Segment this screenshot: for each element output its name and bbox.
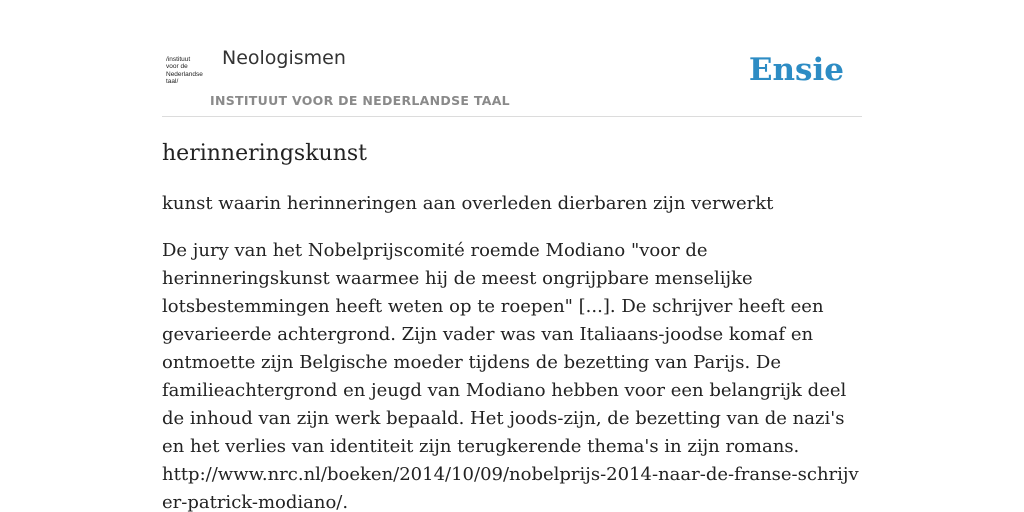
header — [162, 0, 862, 117]
publication-title[interactable]: Neologismen — [222, 47, 346, 69]
example-text: De jury van het Nobelprijscomité roemde Modiano "voor de herinneringskunst waarmee hij de meest ongrijpbare menselijke lotsbestemmingen heeft weten op te roepen" [...]. De schrijver heeft een gevarieerde achtergrond. Zijn vader was van Italiaans-joodse komaf en ontmoette zijn Belgische moeder tijdens de bezetting van Parijs. De familieachtergrond en jeugd van Modiano hebben voor een belangrijk deel de inhoud van zijn werk bepaald. Het joods-zijn, de bezetting van de nazi's en het verlies van identiteit zijn terugkerende thema's in zijn romans. — [162, 240, 847, 457]
entry — [162, 138, 862, 512]
entry-term: herinneringskunst — [162, 141, 367, 166]
source-link[interactable]: http://www.nrc.nl/boeken/2014/10/09/nobelprijs-2014-naar-de-franse-schrijver-patrick-modiano/. — [162, 464, 859, 512]
publisher-name: INSTITUUT VOOR DE NEDERLANDSE TAAL — [210, 93, 510, 108]
ivdnt-logo[interactable]: /instituut voor de Nederlandse taal/ — [166, 56, 203, 86]
entry-example — [162, 237, 862, 512]
ensie-logo[interactable]: Ensie — [748, 52, 844, 88]
entry-definition: kunst waarin herinneringen aan overleden dierbaren zijn verwerkt — [162, 193, 774, 214]
